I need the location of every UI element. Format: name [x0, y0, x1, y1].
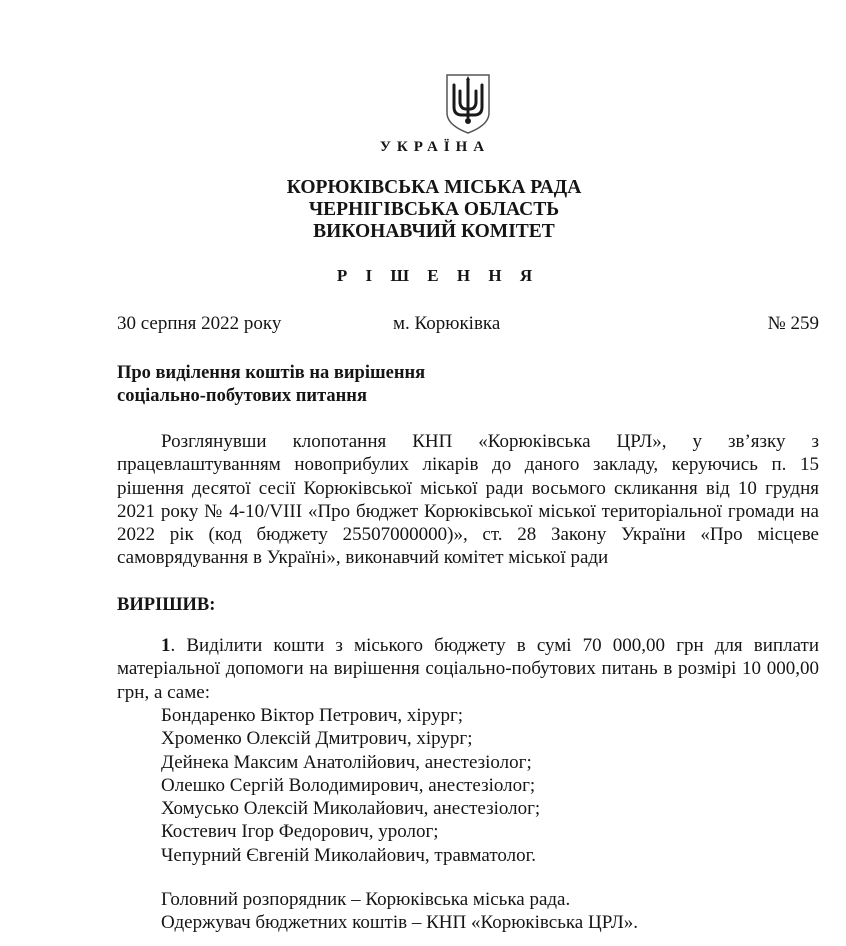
document-subject	[117, 362, 425, 408]
document-place: м. Корюківка	[393, 313, 501, 334]
list-item: Костевич Ігор Федорович, уролог;	[161, 821, 439, 843]
list-item: Олешко Сергій Володимирович, анестезіолог;	[161, 774, 536, 796]
resolved-heading: ВИРІШИВ:	[117, 595, 216, 615]
list-item: Хомусько Олексій Миколайович, анестезіолог;	[161, 798, 541, 820]
budget-details	[161, 888, 638, 935]
list-item: Дейнека Максим Анатолійович, анестезіолог;	[161, 751, 532, 773]
preamble-paragraph: Розглянувши клопотання КНП «Корюківська ЦРЛ», у зв’язку з працевлаштуванням новоприбулих лікарів до даного закладу, керуючись п. 15 рішення десятої сесії Корюківської міської ради восьмого скликання від 10 грудня 2021 року № 4-10/VIII «Про бюджет Корюківської міської територіальної громади на 2022 рік (код бюджету 25507000000)», ст. 28 Закону України «Про місцеве самоврядування в Україні», виконавчий комітет міської ради	[117, 431, 819, 569]
document-date: 30 серпня 2022 року	[117, 313, 282, 334]
org-line-region: ЧЕРНІГІВСЬКА ОБЛАСТЬ	[308, 199, 560, 220]
item-text: . Виділити кошти з міського бюджету в сумі 70 000,00 грн для виплати матеріальної допомоги на вирішення соціально-побутових питань в розмірі 10 000,00 грн, а саме:	[117, 635, 819, 703]
list-item: Бондаренко Віктор Петрович, хірург;	[161, 705, 464, 726]
main-manager-line: Головний розпорядник – Корюківська міська рада.	[161, 889, 571, 910]
list-item: Чепурний Євгеній Миколайович, травматолог.	[161, 844, 537, 866]
list-item: Хроменко Олексій Дмитрович, хірург;	[161, 728, 473, 750]
document-meta-row	[117, 313, 819, 337]
country-name: УКРАЇНА	[379, 139, 491, 155]
subject-line-2: соціально-побутових питання	[117, 386, 367, 406]
document-type-heading: Р І Ш Е Н Н Я	[336, 266, 540, 285]
subject-line-1: Про виділення коштів на вирішення	[117, 363, 426, 383]
org-line-committee: ВИКОНАВЧИЙ КОМІТЕТ	[313, 221, 555, 242]
recipients-list	[161, 704, 540, 867]
budget-recipient-line: Одержувач бюджетних коштів – КНП «Корюківська ЦРЛ».	[161, 912, 638, 934]
trident-coat-of-arms-icon	[444, 73, 492, 135]
document-number: № 259	[767, 313, 819, 334]
resolution-item-1	[117, 634, 819, 704]
organization-block	[0, 177, 846, 243]
item-number: 1	[161, 635, 171, 656]
org-line-council: КОРЮКІВСЬКА МІСЬКА РАДА	[286, 177, 582, 198]
